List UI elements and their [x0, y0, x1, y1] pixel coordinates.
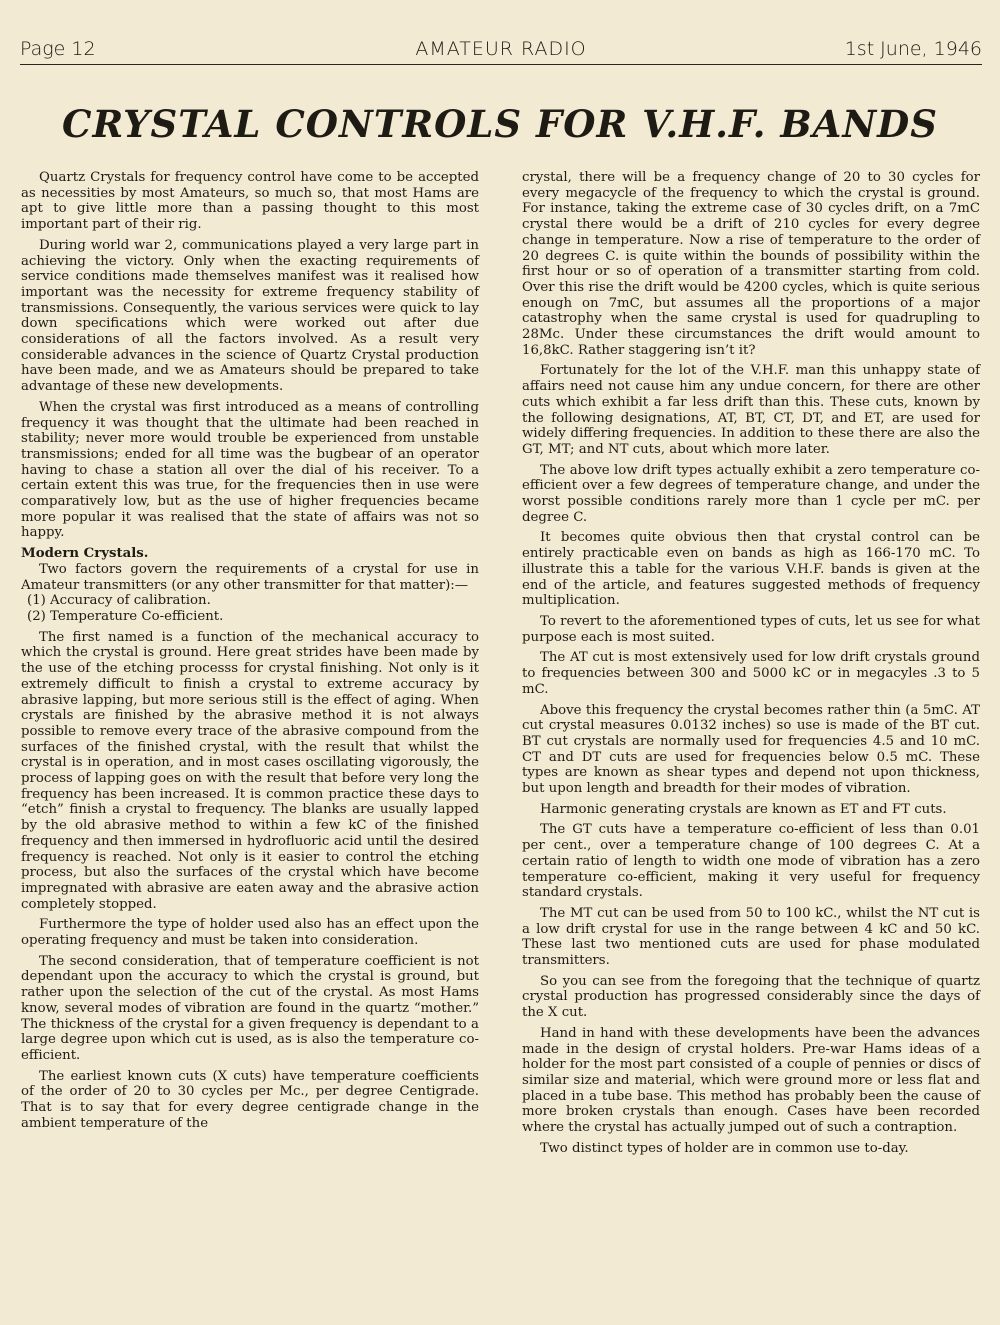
paragraph: The earliest known cuts (X cuts) have temperature coefficients of the order of 20 to 30 cycles per Mc., per degree Centigrade. That is to say that for every degree centigrade change in the ambient temperature of the	[21, 1068, 479, 1131]
article-title: CRYSTAL CONTROLS FOR V.H.F. BANDS	[62, 102, 938, 146]
paragraph: The GT cuts have a temperature co-efficient of less than 0.01 per cent., over a temperature change of 100 degrees C. At a certain ratio of length to width one mode of vibration has a zero temperature co-efficient, making it very useful for frequency standard crystals.	[522, 822, 980, 901]
paragraph: The MT cut can be used from 50 to 100 kC., whilst the NT cut is a low drift crystal for use in the range between 4 kC and 50 kC. These last two mentioned cuts are used for phase modulated transmitters.	[522, 905, 980, 969]
paragraph: Two distinct types of holder are in common use to-day.	[540, 1140, 909, 1156]
paragraph: The above low drift types actually exhibit a zero temperature co-efficient over a few degrees of temperature change, and under the worst possible conditions rarely more than 1 cycle per mC. per degree C.	[522, 462, 980, 525]
paragraph: Harmonic generating crystals are known as ET and FT cuts.	[540, 801, 947, 817]
paragraph: Fortunately for the lot of the V.H.F. man this unhappy state of affairs need not cause him any undue concern, for there are other cuts which exhibit a far less drift than this. These cuts, known by the following designations, AT, BT, CT, DT, and ET, are used for widely differing frequencies. In addition to these there are also the GT, MT; and NT cuts, about which more later.	[522, 363, 980, 457]
paragraph: crystal, there will be a frequency change of 20 to 30 cycles for every megacycle of the frequency to which the crystal is ground. For instance, taking the extreme case of 30 cycles drift, on a 7mC crystal there would be a drift of 210 cycles for every degree change in temperature. Now a rise of temperature to the order of 20 degrees C. is quite within the bounds of possibility within the first hour or so of operation of a transmitter starting from cold. Over this rise the drift would be 4200 cycles, which is quite serious enough on 7mC, but assumes all the proportions of a major catastrophy when the same crystal is used for quadrupling to 28Mc. Under these circumstances the drift would amount to 16,8kC. Rather staggering isn’t it?	[522, 170, 980, 358]
left-column	[21, 170, 479, 1136]
page-header	[20, 38, 982, 65]
paragraph: During world war 2, communications played a very large part in achieving the victory. Only when the exacting requirements of service conditions made themselves manifest was it realised how important was the necessity for extreme frequency stability of transmissions. Consequently, the various services were quick to lay down specifications which were worked out after due considerations of all the factors involved. As a result very considerable advances in the science of Quartz Crystal production have been made, and we as Amateurs should be prepared to take advantage of these new developments.	[21, 237, 479, 395]
publication-name: AMATEUR RADIO	[415, 38, 587, 60]
paragraph: So you can see from the foregoing that the technique of quartz crystal production has progressed considerably since the days of the X cut.	[522, 973, 980, 1021]
section-subheading: Modern Crystals.	[21, 546, 149, 562]
right-column	[522, 170, 980, 1161]
paragraph: It becomes quite obvious then that crystal control can be entirely practicable even on bands as high as 166-170 mC. To illustrate this a table for the various V.H.F. bands is given at the end of the article, and features suggested methods of frequency multiplication.	[522, 530, 980, 609]
paragraph: The first named is a function of the mechanical accuracy to which the crystal is ground. Here great strides have been made by the use of the etching processs for crystal finishing. Not only is it extremely difficult to finish a crystal to extreme accuracy by abrasive lapping, but more serious still is the effect of aging. When crystals are finished by the abrasive method it is not always possible to remove every trace of the abrasive compound from the surfaces of the finished crystal, with the result that whilst the crystal is in operation, and in most cases oscillating vigorously, the process of lapping goes on with the result that before very long the frequency has been increased. It is common practice these days to “etch” finish a crystal to frequency. The blanks are usually lapped by the old abrasive method to within a few kC of the finished frequency and then immersed in hydrofluoric acid until the desired frequency is reached. Not only is it easier to control the etching process, but also the surfaces of the crystal which have become impregnated with abrasive are eaten away and the abrasive action completely stopped.	[21, 629, 479, 912]
paragraph: Above this frequency the crystal becomes rather thin (a 5mC. AT cut crystal measures 0.0132 inches) so use is made of the BT cut. BT cut crystals are normally used for frequencies 4.5 and 10 mC. CT and DT cuts are used for frequencies below 0.5 mC. These types are known as shear types and depend not upon thickness, but upon length and breadth for their modes of vibration.	[522, 702, 980, 797]
issue-date: 1st June, 1946	[844, 38, 982, 60]
paragraph: When the crystal was first introduced as a means of controlling frequency it was thought that the ultimate had been reached in stability; never more would trouble be experienced from unstable transmissions; ended for all time was the bugbear of an operator having to chase a station all over the dial of his receiver. To a certain extent this was true, for the frequencies then in use were comparatively low, but as the use of higher frequencies became more popular it was realised that the state of affairs was not so happy.	[21, 399, 479, 541]
page-number: Page 12	[20, 38, 96, 60]
list-item: (1) Accuracy of calibration.	[27, 593, 211, 609]
list-item: (2) Temperature Co-efficient.	[27, 608, 224, 624]
paragraph: The AT cut is most extensively used for low drift crystals ground to frequencies between 300 and 5000 kC or in megacyles .3 to 5 mC.	[522, 650, 980, 697]
paragraph: Quartz Crystals for frequency control have come to be accepted as necessities by most Amateurs, so much so, that most Hams are apt to give little more than a passing thought to this most important part of their rig.	[21, 170, 479, 233]
paragraph: Furthermore the type of holder used also has an effect upon the operating frequency and must be taken into consideration.	[21, 917, 479, 949]
paragraph: Two factors govern the requirements of a crystal for use in Amateur transmitters (or any other transmitter for that matter):—	[21, 561, 479, 593]
paragraph: The second consideration, that of temperature coefficient is not dependant upon the accuracy to which the crystal is ground, but rather upon the selection of the cut of the crystal. As most Hams know, several modes of vibration are found in the quartz “mother.” The thickness of the crystal for a given frequency is dependant to a large degree upon which cut is used, as is also the temperature co-efficient.	[21, 953, 479, 1063]
paragraph: Hand in hand with these developments have been the advances made in the design of crystal holders. Pre-war Hams ideas of a holder for the most part consisted of a couple of pennies or discs of similar size and material, which were ground more or less flat and placed in a tube base. This method has probably been the cause of more broken crystals than enough. Cases have been recorded where the crystal has actually jumped out of such a contraption.	[522, 1025, 980, 1136]
paragraph: To revert to the aforementioned types of cuts, let us see for what purpose each is most suited.	[522, 613, 980, 645]
